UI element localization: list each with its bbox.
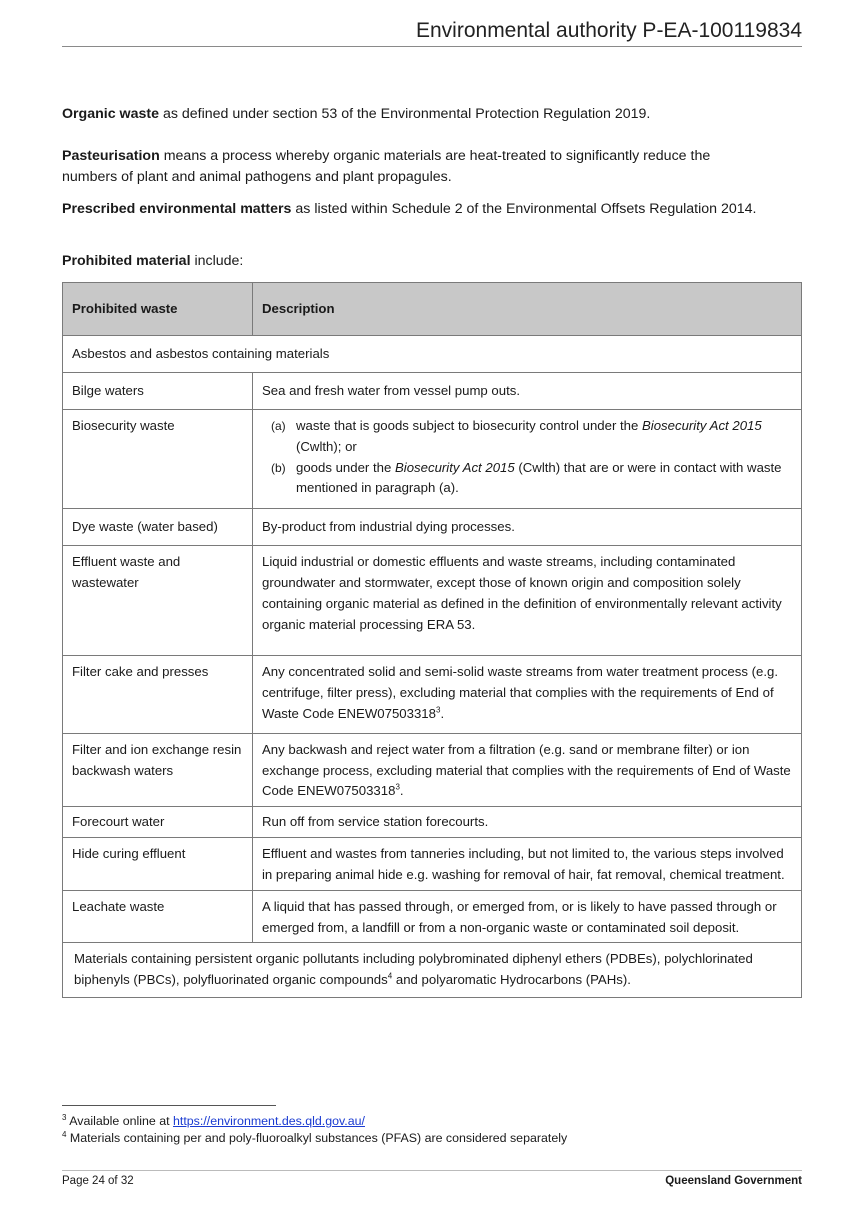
footnote-3 bbox=[62, 1113, 365, 1130]
table-cell: Effluent and wastes from tanneries including, but not limited to, the various steps involved in preparing animal hide e.g. washing for removal of hair, fat removal, chemical treatment. bbox=[253, 838, 802, 891]
table-cell: Sea and fresh water from vessel pump outs. bbox=[253, 373, 802, 410]
table-row bbox=[63, 410, 802, 509]
definition-pasteurisation bbox=[62, 146, 762, 188]
list-item bbox=[262, 458, 792, 500]
footer-divider bbox=[62, 1170, 802, 1171]
definition-text: means a process whereby organic materials are heat-treated to significantly reduce the numbers of plant and animal pathogens and plant propagules. bbox=[62, 148, 711, 185]
table-cell: Hide curing effluent bbox=[63, 838, 253, 891]
table-cell: A liquid that has passed through, or emerged from, or is likely to have passed through or emerged from, a landfill or from a non-organic waste or contaminated soil deposit. bbox=[253, 890, 802, 943]
table-cell: Bilge waters bbox=[63, 373, 253, 410]
table-cell: Effluent waste and wastewater bbox=[63, 546, 253, 656]
table-row bbox=[63, 509, 802, 546]
table-cell: Filter and ion exchange resin backwash waters bbox=[63, 733, 253, 806]
table-cell: By-product from industrial dying processes. bbox=[253, 509, 802, 546]
column-header: Description bbox=[253, 283, 802, 336]
table-cell bbox=[253, 410, 802, 509]
definition-term: Prescribed environmental matters bbox=[62, 201, 292, 217]
table-cell: Dye waste (water based) bbox=[63, 509, 253, 546]
footnote-text: Materials containing per and poly-fluoroalkyl substances (PFAS) are considered separately bbox=[66, 1131, 568, 1145]
cell-text: . bbox=[440, 705, 445, 721]
list-item bbox=[262, 416, 792, 458]
definition-term: Pasteurisation bbox=[62, 148, 160, 164]
footnote-divider bbox=[62, 1105, 276, 1106]
act-name: Biosecurity Act 2015 bbox=[394, 459, 515, 475]
list-text: (Cwlth); or bbox=[296, 438, 357, 454]
table-row bbox=[63, 373, 802, 410]
footnote-link[interactable]: https://environment.des.qld.gov.au/ bbox=[173, 1114, 365, 1128]
table-cell: Filter cake and presses bbox=[63, 656, 253, 733]
cell-text: Materials containing persistent organic pollutants including polybrominated diphenyl ethers (PDBEs), polychlorinated biphenyls (PBCs), polyfluorinated organic compounds bbox=[74, 951, 753, 988]
biosecurity-list bbox=[262, 416, 792, 499]
page-number: Page 24 of 32 bbox=[62, 1175, 134, 1187]
table-cell: Liquid industrial or domestic effluents and waste streams, including contaminated groundwater and stormwater, except those of known origin and composition solely containing organic material as defined in the definition of environmentally relevant activity organic material processing ERA 53. bbox=[253, 546, 802, 656]
definition-text: include: bbox=[190, 253, 244, 269]
table-row bbox=[63, 336, 802, 373]
table-cell: Run off from service station forecourts. bbox=[253, 807, 802, 838]
footnote-ref: 3 bbox=[435, 705, 441, 715]
act-name: Biosecurity Act 2015 bbox=[642, 418, 762, 433]
table-header-row bbox=[63, 283, 802, 336]
footnote-ref: 3 bbox=[395, 782, 400, 792]
cell-text: Any backwash and reject water from a filtration (e.g. sand or membrane filter) or ion exchange process, excluding material that complies with the requirements of End of Waste Code ENEW07503318 bbox=[262, 741, 791, 799]
cell-text: and polyaromatic Hydrocarbons (PAHs). bbox=[392, 972, 631, 988]
table-cell bbox=[63, 943, 802, 998]
table-cell: Asbestos and asbestos containing materials bbox=[63, 336, 802, 373]
definition-term: Prohibited material bbox=[62, 253, 191, 269]
table-cell: Biosecurity waste bbox=[63, 410, 253, 509]
list-text: waste that is goods subject to biosecurity control under the bbox=[296, 418, 642, 433]
list-label: (a) bbox=[271, 419, 286, 433]
table-cell bbox=[253, 656, 802, 733]
definition-text: as listed within Schedule 2 of the Environmental Offsets Regulation 2014. bbox=[291, 201, 757, 217]
page-header bbox=[62, 18, 802, 47]
definition-text: as defined under section 53 of the Environmental Protection Regulation 2019. bbox=[159, 106, 651, 122]
cell-text: . bbox=[399, 783, 404, 799]
footnote-4 bbox=[62, 1130, 567, 1147]
footnote-number: 3 bbox=[62, 1112, 67, 1122]
definition-organic-waste bbox=[62, 104, 762, 125]
table-row bbox=[63, 838, 802, 891]
footnote-text: Available online at bbox=[66, 1114, 174, 1128]
table-cell: Forecourt water bbox=[63, 807, 253, 838]
footnote-ref: 4 bbox=[387, 971, 393, 981]
prohibited-waste-table bbox=[62, 282, 802, 998]
definition-prohibited-material bbox=[62, 251, 762, 272]
definition-term: Organic waste bbox=[62, 106, 159, 122]
table-row bbox=[63, 943, 802, 998]
cell-text: Any concentrated solid and semi-solid waste streams from water treatment process (e.g. centrifuge, filter press), excluding material that complies with the requirements of End of Waste Code ENEW07503318 bbox=[262, 664, 778, 721]
list-text: (Cwlth) that are or were in contact with waste mentioned in paragraph (a). bbox=[296, 459, 782, 496]
definition-prescribed-matters bbox=[62, 199, 762, 220]
document-title: Environmental authority P-EA-100119834 bbox=[415, 19, 802, 42]
list-text: goods under the bbox=[296, 459, 395, 475]
footnote-number: 4 bbox=[62, 1129, 67, 1139]
organisation-name: Queensland Government bbox=[665, 1175, 802, 1187]
table-cell bbox=[253, 733, 802, 806]
table-row bbox=[63, 656, 802, 733]
column-header: Prohibited waste bbox=[63, 283, 253, 336]
table-cell: Leachate waste bbox=[63, 890, 253, 943]
table-row bbox=[63, 546, 802, 656]
list-label: (b) bbox=[271, 460, 286, 475]
table-row bbox=[63, 807, 802, 838]
table-row bbox=[63, 890, 802, 943]
table-row bbox=[63, 733, 802, 806]
